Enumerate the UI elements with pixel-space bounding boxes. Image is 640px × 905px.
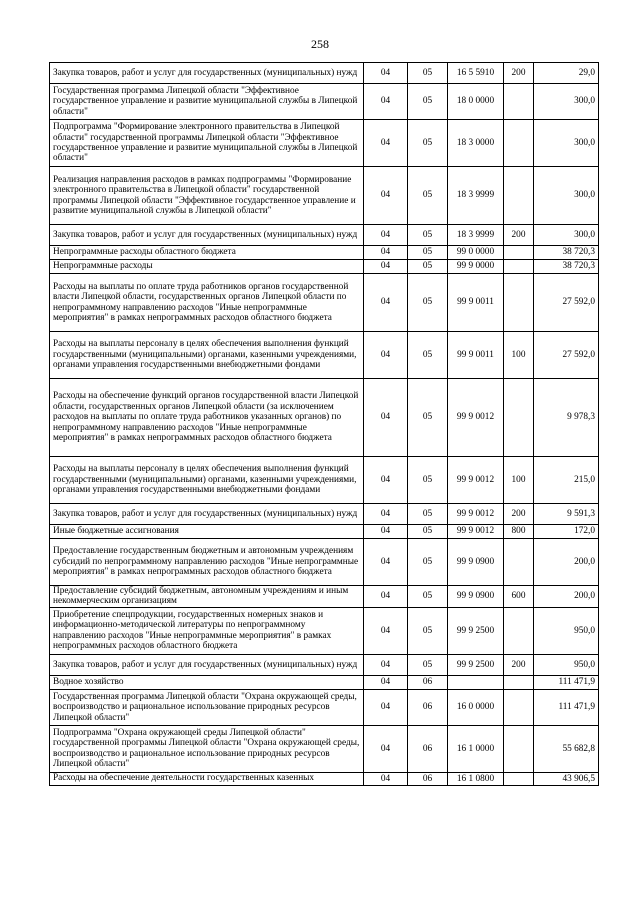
section-code: 04 bbox=[364, 379, 408, 457]
subsection-code: 06 bbox=[408, 675, 448, 689]
target-article-code: 18 3 9999 bbox=[448, 225, 504, 246]
amount: 55 682,8 bbox=[534, 725, 599, 772]
amount: 111 471,9 bbox=[534, 689, 599, 725]
expense-type-code bbox=[504, 260, 534, 274]
section-code: 04 bbox=[364, 274, 408, 332]
expense-type-code bbox=[504, 607, 534, 654]
subsection-code: 05 bbox=[408, 167, 448, 225]
expense-type-code bbox=[504, 84, 534, 120]
target-article-code: 99 9 0000 bbox=[448, 260, 504, 274]
table-row bbox=[50, 689, 599, 725]
subsection-code: 05 bbox=[408, 63, 448, 84]
subsection-code: 05 bbox=[408, 246, 448, 260]
row-description: Реализация направления расходов в рамках подпрограммы "Формирование электронного правительства в Липецкой области" государственной программы Липецкой области "Эффективное государственное управление и развитие муниципальной службы в Липецкой области" bbox=[50, 167, 364, 225]
expense-type-code bbox=[504, 725, 534, 772]
table-row bbox=[50, 675, 599, 689]
amount: 200,0 bbox=[534, 539, 599, 586]
expense-type-code bbox=[504, 539, 534, 586]
section-code: 04 bbox=[364, 167, 408, 225]
row-description: Расходы на выплаты персоналу в целях обеспечения выполнения функций государственными (муниципальными) органами, казенными учреждениями, органами управления государственными внебюджетными фондами bbox=[50, 457, 364, 504]
amount: 172,0 bbox=[534, 525, 599, 539]
row-description: Приобретение спецпродукции, государственных номерных знаков и информационно-методической литературы по непрограммному направлению расходов "Иные непрограммные мероприятия" в рамках непрограммных расходов областного бюджета bbox=[50, 607, 364, 654]
subsection-code: 05 bbox=[408, 539, 448, 586]
expense-type-code bbox=[504, 379, 534, 457]
expense-type-code: 200 bbox=[504, 225, 534, 246]
table-row bbox=[50, 63, 599, 84]
subsection-code: 05 bbox=[408, 260, 448, 274]
amount: 9 978,3 bbox=[534, 379, 599, 457]
table-row bbox=[50, 246, 599, 260]
expense-type-code: 600 bbox=[504, 586, 534, 608]
section-code: 04 bbox=[364, 63, 408, 84]
target-article-code: 99 9 0012 bbox=[448, 457, 504, 504]
amount: 200,0 bbox=[534, 586, 599, 608]
target-article-code: 18 3 0000 bbox=[448, 120, 504, 167]
subsection-code: 05 bbox=[408, 525, 448, 539]
section-code: 04 bbox=[364, 120, 408, 167]
page-number: 258 bbox=[311, 37, 329, 51]
amount: 38 720,3 bbox=[534, 246, 599, 260]
expense-type-code: 200 bbox=[504, 504, 534, 525]
expense-type-code: 100 bbox=[504, 457, 534, 504]
subsection-code: 05 bbox=[408, 274, 448, 332]
table-row bbox=[50, 654, 599, 675]
row-description: Закупка товаров, работ и услуг для государственных (муниципальных) нужд bbox=[50, 63, 364, 84]
target-article-code: 99 9 0900 bbox=[448, 586, 504, 608]
expense-type-code bbox=[504, 772, 534, 785]
target-article-code: 99 9 0900 bbox=[448, 539, 504, 586]
expense-type-code bbox=[504, 274, 534, 332]
section-code: 04 bbox=[364, 246, 408, 260]
table-row bbox=[50, 725, 599, 772]
subsection-code: 05 bbox=[408, 607, 448, 654]
section-code: 04 bbox=[364, 457, 408, 504]
target-article-code: 16 1 0000 bbox=[448, 725, 504, 772]
table-row bbox=[50, 84, 599, 120]
table-row bbox=[50, 525, 599, 539]
amount: 215,0 bbox=[534, 457, 599, 504]
subsection-code: 06 bbox=[408, 689, 448, 725]
target-article-code: 99 9 0012 bbox=[448, 525, 504, 539]
target-article-code: 99 9 0012 bbox=[448, 379, 504, 457]
expense-type-code: 200 bbox=[504, 654, 534, 675]
section-code: 04 bbox=[364, 260, 408, 274]
amount: 29,0 bbox=[534, 63, 599, 84]
table-row bbox=[50, 260, 599, 274]
row-description: Водное хозяйство bbox=[50, 675, 364, 689]
target-article-code: 18 3 9999 bbox=[448, 167, 504, 225]
section-code: 04 bbox=[364, 539, 408, 586]
section-code: 04 bbox=[364, 504, 408, 525]
section-code: 04 bbox=[364, 607, 408, 654]
subsection-code: 05 bbox=[408, 457, 448, 504]
target-article-code: 99 9 0011 bbox=[448, 332, 504, 379]
target-article-code: 99 0 0000 bbox=[448, 246, 504, 260]
amount: 950,0 bbox=[534, 607, 599, 654]
target-article-code bbox=[448, 675, 504, 689]
amount: 950,0 bbox=[534, 654, 599, 675]
table-row bbox=[50, 274, 599, 332]
target-article-code: 18 0 0000 bbox=[448, 84, 504, 120]
table-row bbox=[50, 120, 599, 167]
amount: 27 592,0 bbox=[534, 274, 599, 332]
section-code: 04 bbox=[364, 225, 408, 246]
target-article-code: 99 9 2500 bbox=[448, 607, 504, 654]
subsection-code: 05 bbox=[408, 379, 448, 457]
amount: 300,0 bbox=[534, 84, 599, 120]
expense-type-code bbox=[504, 675, 534, 689]
expense-type-code: 800 bbox=[504, 525, 534, 539]
table-row bbox=[50, 586, 599, 608]
amount: 43 906,5 bbox=[534, 772, 599, 785]
table-row bbox=[50, 539, 599, 586]
expense-type-code: 100 bbox=[504, 332, 534, 379]
amount: 111 471,9 bbox=[534, 675, 599, 689]
table-row bbox=[50, 332, 599, 379]
amount: 27 592,0 bbox=[534, 332, 599, 379]
table-row bbox=[50, 379, 599, 457]
row-description: Иные бюджетные ассигнования bbox=[50, 525, 364, 539]
row-description: Государственная программа Липецкой области "Эффективное государственное управление и развитие муниципальной службы в Липецкой области" bbox=[50, 84, 364, 120]
expense-type-code: 200 bbox=[504, 63, 534, 84]
subsection-code: 05 bbox=[408, 84, 448, 120]
section-code: 04 bbox=[364, 689, 408, 725]
budget-table bbox=[49, 62, 599, 786]
table-row bbox=[50, 457, 599, 504]
section-code: 04 bbox=[364, 525, 408, 539]
table-row bbox=[50, 504, 599, 525]
expense-type-code bbox=[504, 689, 534, 725]
row-description: Расходы на обеспечение деятельности государственных казенных bbox=[50, 772, 364, 785]
target-article-code: 99 9 2500 bbox=[448, 654, 504, 675]
target-article-code: 99 9 0012 bbox=[448, 504, 504, 525]
table-row bbox=[50, 607, 599, 654]
section-code: 04 bbox=[364, 84, 408, 120]
row-description: Непрограммные расходы bbox=[50, 260, 364, 274]
amount: 300,0 bbox=[534, 120, 599, 167]
target-article-code: 99 9 0011 bbox=[448, 274, 504, 332]
row-description: Закупка товаров, работ и услуг для государственных (муниципальных) нужд bbox=[50, 225, 364, 246]
subsection-code: 05 bbox=[408, 225, 448, 246]
subsection-code: 05 bbox=[408, 332, 448, 379]
table-row bbox=[50, 167, 599, 225]
row-description: Расходы на обеспечение функций органов государственной власти Липецкой области, государственных органов Липецкой области (за исключением расходов на выплаты по оплате труда работников указанных органов) по непрограммному направлению расходов "Иные непрограммные мероприятия" в рамках непрограммных расходов областного бюджета bbox=[50, 379, 364, 457]
target-article-code: 16 1 0800 bbox=[448, 772, 504, 785]
subsection-code: 06 bbox=[408, 725, 448, 772]
amount: 38 720,3 bbox=[534, 260, 599, 274]
subsection-code: 05 bbox=[408, 120, 448, 167]
section-code: 04 bbox=[364, 725, 408, 772]
subsection-code: 05 bbox=[408, 586, 448, 608]
table-row bbox=[50, 772, 599, 785]
row-description: Подпрограмма "Формирование электронного правительства в Липецкой области" государственной программы Липецкой области "Эффективное государственное управление и развитие муниципальной службы в Липецкой области" bbox=[50, 120, 364, 167]
row-description: Непрограммные расходы областного бюджета bbox=[50, 246, 364, 260]
row-description: Государственная программа Липецкой области "Охрана окружающей среды, воспроизводство и рациональное использование природных ресурсов Липецкой области" bbox=[50, 689, 364, 725]
amount: 300,0 bbox=[534, 167, 599, 225]
expense-type-code bbox=[504, 120, 534, 167]
section-code: 04 bbox=[364, 586, 408, 608]
subsection-code: 05 bbox=[408, 654, 448, 675]
row-description: Расходы на выплаты персоналу в целях обеспечения выполнения функций государственными (муниципальными) органами, казенными учреждениями, органами управления государственными внебюджетными фондами bbox=[50, 332, 364, 379]
section-code: 04 bbox=[364, 332, 408, 379]
amount: 300,0 bbox=[534, 225, 599, 246]
row-description: Закупка товаров, работ и услуг для государственных (муниципальных) нужд bbox=[50, 654, 364, 675]
row-description: Предоставление государственным бюджетным и автономным учреждениям субсидий по непрограммному направлению расходов "Иные непрограммные мероприятия" в рамках непрограммных расходов областного бюджета bbox=[50, 539, 364, 586]
expense-type-code bbox=[504, 167, 534, 225]
row-description: Предоставление субсидий бюджетным, автономным учреждениям и иным некоммерческим организациям bbox=[50, 586, 364, 608]
row-description: Закупка товаров, работ и услуг для государственных (муниципальных) нужд bbox=[50, 504, 364, 525]
table-row bbox=[50, 225, 599, 246]
target-article-code: 16 0 0000 bbox=[448, 689, 504, 725]
section-code: 04 bbox=[364, 772, 408, 785]
budget-table-body bbox=[50, 63, 599, 786]
subsection-code: 05 bbox=[408, 504, 448, 525]
amount: 9 591,3 bbox=[534, 504, 599, 525]
subsection-code: 06 bbox=[408, 772, 448, 785]
expense-type-code bbox=[504, 246, 534, 260]
section-code: 04 bbox=[364, 654, 408, 675]
row-description: Подпрограмма "Охрана окружающей среды Липецкой области" государственной программы Липецкой области "Охрана окружающей среды, воспроизводство и рациональное использование природных ресурсов Липецкой области" bbox=[50, 725, 364, 772]
section-code: 04 bbox=[364, 675, 408, 689]
target-article-code: 16 5 5910 bbox=[448, 63, 504, 84]
row-description: Расходы на выплаты по оплате труда работников органов государственной власти Липецкой области, государственных органов Липецкой области по непрограммному направлению расходов "Иные непрограммные мероприятия" в рамках непрограммных расходов областного бюджета bbox=[50, 274, 364, 332]
